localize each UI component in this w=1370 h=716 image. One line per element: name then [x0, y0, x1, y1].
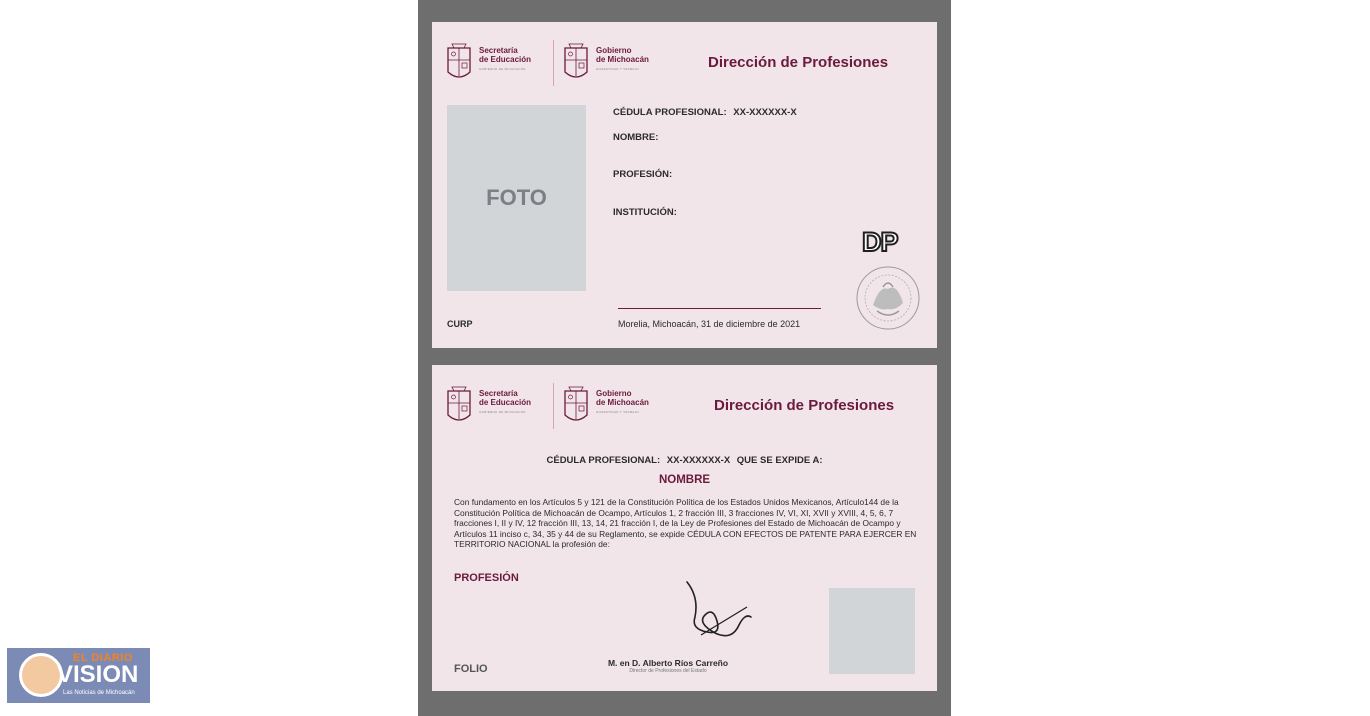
cedula-heading: [432, 455, 937, 466]
logo-line-2: de Educación: [479, 55, 532, 64]
national-seal-icon: [855, 265, 921, 331]
profesion-heading: PROFESIÓN: [454, 572, 519, 584]
signer-title: Director de Profesiones del Estado: [629, 668, 707, 674]
card-title: Dirección de Profesiones: [714, 397, 895, 414]
cedula-value: XX-XXXXXX-X: [733, 107, 797, 118]
legal-basis-text: Con fundamento en los Artículos 5 y 121 de la Constitución Política de los Estados Unidos Mexicanos, Artículo144 de la Constitución Política de Michoacán de Ocampo, Artículos 1, 2 fracción III, 3 fracciones IV, VI, XI, XVII y XVIII, 4, 5, 6, 7 fracciones I, II y IV, 12 fracción III, 13, 14, 21 fracción I, de la Ley de Profesiones del Estado de Michoacán de Ocampo y Artículos 11 inciso c, 34, 35 y 44 de su Reglamento, se expide CÉDULA CON EFECTOS DE PATENTE PARA EJERCER EN TERRITORIO NACIONAL la profesión de:: [454, 497, 917, 550]
cedula-field: [613, 107, 797, 118]
photo-placeholder: FOTO: [447, 105, 586, 291]
logo-divider: [553, 383, 554, 429]
institucion-label: INSTITUCIÓN:: [613, 207, 677, 218]
logo-divider: [553, 40, 554, 86]
card-title: Dirección de Profesiones: [708, 54, 889, 71]
gobierno-michoacan-logo: [563, 385, 649, 425]
signature-line: [618, 308, 821, 309]
cedula-value: XX-XXXXXX-X: [666, 455, 731, 466]
logo-line-1: Secretaría: [479, 46, 518, 55]
cedula-back-card: [432, 365, 937, 691]
logo-subtitle: HONESTIDAD Y TRABAJO: [596, 410, 640, 414]
coat-of-arms-icon: [446, 385, 472, 425]
diario-vision-watermark-logo: [7, 648, 150, 703]
folio-label: FOLIO: [454, 663, 488, 675]
logo-subtitle: GOBIERNO DE MICHOACÁN: [479, 410, 526, 414]
secretaria-educacion-logo: [446, 385, 531, 425]
cedula-label: CÉDULA PROFESIONAL:: [546, 455, 661, 466]
logo-subtitle: HONESTIDAD Y TRABAJO: [596, 67, 640, 71]
signer-name: M. en D. Alberto Ríos Carreño: [607, 658, 729, 668]
logo-line-2: de Michoacán: [596, 55, 649, 64]
coat-of-arms-icon: [563, 42, 589, 82]
dp-logo: DP: [862, 227, 898, 257]
logo-line-1: Secretaría: [479, 389, 518, 398]
coat-of-arms-icon: [446, 42, 472, 82]
watermark-main-text: VISION: [57, 661, 139, 688]
logo-line-1: Gobierno: [596, 389, 632, 398]
nombre-label: NOMBRE:: [613, 132, 659, 143]
place-date: Morelia, Michoacán, 31 de diciembre de 2021: [618, 319, 801, 329]
cedula-suffix: QUE SE EXPIDE A:: [736, 455, 823, 466]
cedula-label: CÉDULA PROFESIONAL:: [613, 107, 727, 118]
gobierno-michoacan-logo: [563, 42, 649, 82]
logo-line-2: de Michoacán: [596, 398, 649, 407]
profesion-label: PROFESIÓN:: [613, 169, 673, 180]
cedula-front-card: [432, 22, 937, 348]
handwritten-signature: [677, 577, 762, 647]
logo-line-1: Gobierno: [596, 46, 632, 55]
curp-label: CURP: [447, 319, 473, 329]
watermark-subtitle: Las Noticias de Michoacán: [63, 690, 135, 696]
logo-line-2: de Educación: [479, 398, 532, 407]
watermark-top-text: EL DIARIO: [73, 652, 133, 664]
qr-code-placeholder: [829, 588, 915, 674]
nombre-heading: NOMBRE: [658, 474, 711, 486]
secretaria-educacion-logo: [446, 42, 531, 82]
logo-subtitle: GOBIERNO DE MICHOACÁN: [479, 67, 526, 71]
coat-of-arms-icon: [563, 385, 589, 425]
